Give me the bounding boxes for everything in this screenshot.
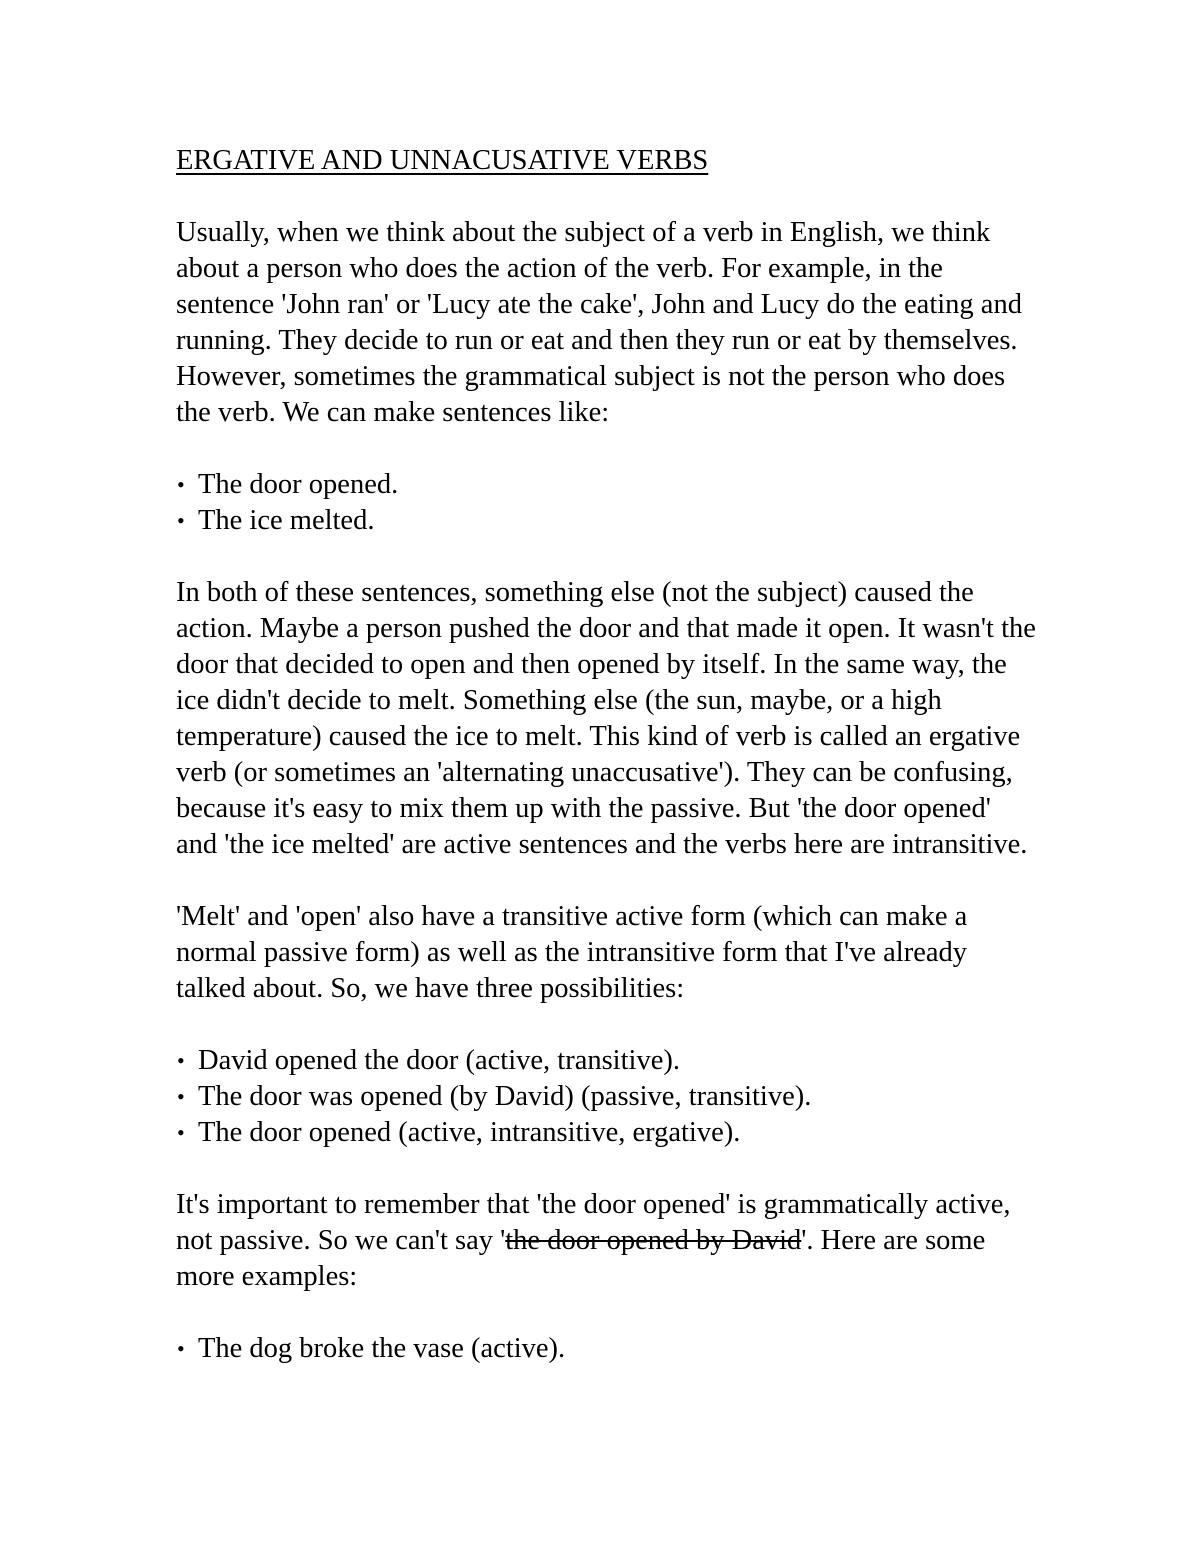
list-item: • David opened the door (active, transitive). [176, 1043, 1036, 1079]
bullet-icon: • [177, 1048, 185, 1073]
strikethrough-example: the door opened by David [505, 1225, 802, 1256]
document-page [176, 143, 1036, 1367]
paragraph-explanation: In both of these sentences, something else (not the subject) caused the action. Maybe a person pushed the door and that made it open. It wasn't the door that decided to open and then opened by itself. In the same way, the ice didn't decide to melt. Something else (the sun, maybe, or a high temperature) caused the ice to melt. This kind of verb is called an ergative verb (or sometimes an 'alternating unaccusative'). They can be confusing, because it's easy to mix them up with the passive. But 'the door opened' and 'the ice melted' are active sentences and the verbs here are intransitive. [176, 577, 1036, 860]
paragraph-transitive: 'Melt' and 'open' also have a transitive active form (which can make a normal passive form) as well as the intransitive form that I've already talked about. So, we have three possibilities: [176, 901, 968, 1004]
paragraph-important: It's important to remember that 'the door opened' is grammatically active, not passive. So we can't say 'the door opened by David'. Here are some more examples: [176, 1189, 1011, 1292]
list-item: • The door opened. [176, 467, 1036, 503]
bullet-icon: • [177, 1336, 185, 1361]
bullet-icon: • [177, 1084, 185, 1109]
list-item: • The ice melted. [176, 503, 1036, 539]
bullet-icon: • [177, 1120, 185, 1145]
paragraph-intro: Usually, when we think about the subject of a verb in English, we think about a person who does the action of the verb. For example, in the sentence 'John ran' or 'Lucy ate the cake', John and Lucy do the eating and running. They decide to run or eat and then they run or eat by themselves. However, sometimes the grammatical subject is not the person who does the verb. We can make sentences like: [176, 217, 1022, 428]
list-item: • The door was opened (by David) (passive, transitive). [176, 1079, 1036, 1115]
bullet-list-possibilities [176, 1043, 1036, 1151]
bullet-list-examples [176, 467, 1036, 539]
list-item: • The door opened (active, intransitive, ergative). [176, 1115, 1036, 1151]
bullet-icon: • [177, 472, 185, 497]
document-title: ERGATIVE AND UNNACUSATIVE VERBS [176, 145, 709, 176]
bullet-list-more-examples [176, 1331, 1036, 1367]
bullet-icon: • [177, 508, 185, 533]
list-item: • The dog broke the vase (active). [176, 1331, 1036, 1367]
